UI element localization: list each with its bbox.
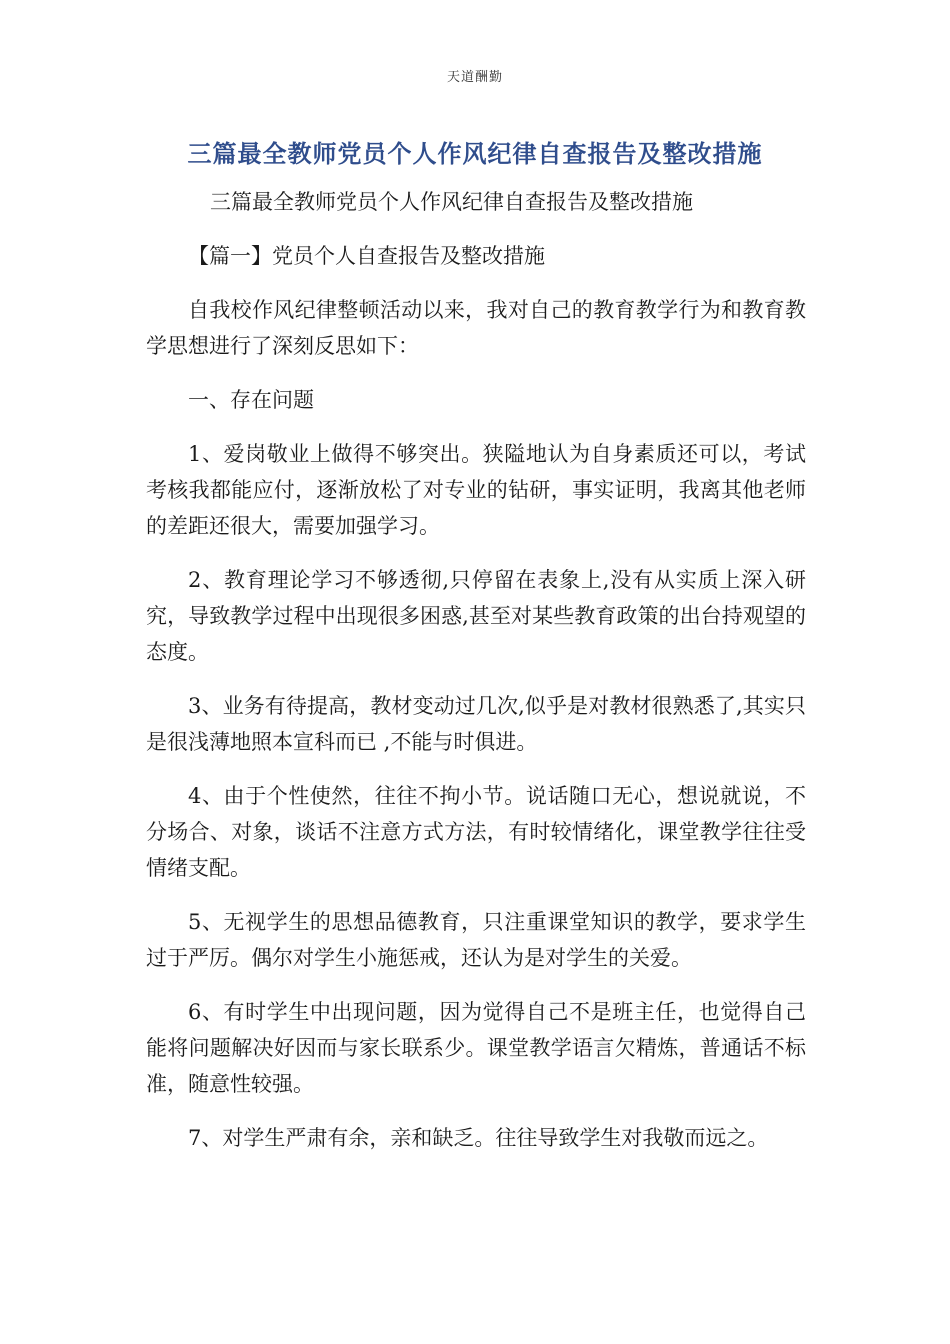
paragraph-item-5: 5、无视学生的思想品德教育，只注重课堂知识的教学，要求学生过于严厉。偶尔对学生小施惩戒，还认为是对学生的关爱。 [146, 910, 806, 970]
paragraph-item-7: 7、对学生严肃有余，亲和缺乏。往往导致学生对我敬而远之。 [188, 1126, 769, 1150]
paragraph-item-1: 1、爱岗敬业上做得不够突出。狭隘地认为自身素质还可以，考试考核我都能应付，逐渐放松了对专业的钻研，事实证明，我离其他老师的差距还很大，需要加强学习。 [146, 442, 806, 538]
paragraph-item-4: 4、由于个性使然，往往不拘小节。说话随口无心，想说就说，不分场合、对象，谈话不注意方式方法，有时较情绪化，课堂教学往往受情绪支配。 [146, 784, 806, 880]
document-title: 三篇最全教师党员个人作风纪律自查报告及整改措施 [187, 140, 763, 168]
header-note: 天道酬勤 [446, 70, 503, 85]
paragraph-item-3: 3、业务有待提高，教材变动过几次,似乎是对教材很熟悉了,其实只是很浅薄地照本宣科而已 ,不能与时俱进。 [146, 694, 806, 754]
paragraph-intro: 自我校作风纪律整顿活动以来，我对自己的教育教学行为和教育教学思想进行了深刻反思如下： [146, 298, 806, 358]
paragraph-item-6: 6、有时学生中出现问题，因为觉得自己不是班主任，也觉得自己能将问题解决好因而与家长联系少。课堂教学语言欠精炼，普通话不标准，随意性较强。 [146, 1000, 806, 1096]
document-body [146, 184, 806, 1174]
document-subtitle: 三篇最全教师党员个人作风纪律自查报告及整改措施 [210, 190, 693, 214]
section-heading-problems: 一、存在问题 [188, 388, 314, 412]
paragraph-item-2: 2、教育理论学习不够透彻,只停留在表象上,没有从实质上深入研究，导致教学过程中出现很多困惑,甚至对某些教育政策的出台持观望的态度。 [146, 568, 806, 664]
section-heading-part-one: 【篇一】党员个人自查报告及整改措施 [188, 244, 545, 268]
